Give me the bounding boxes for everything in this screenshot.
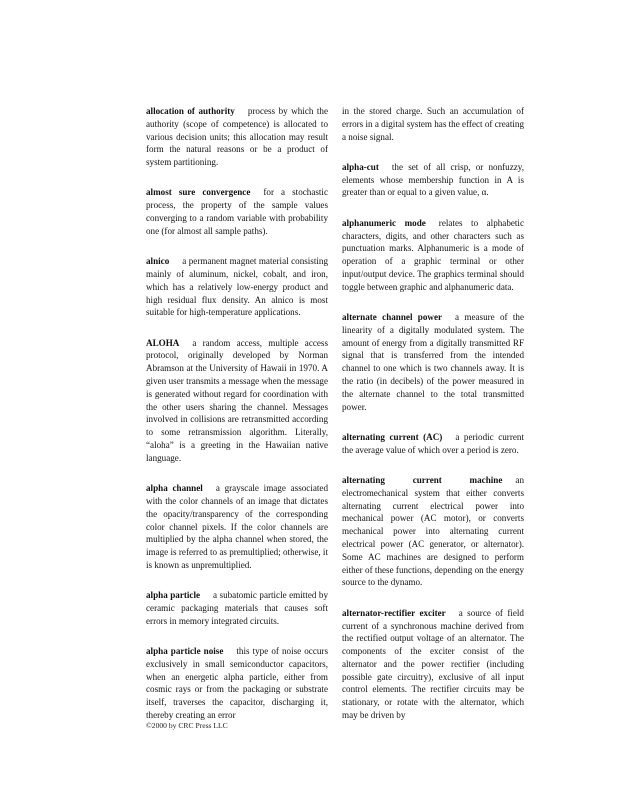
entry-definition: relates to alphabetic characters, digits, and other characters such as punctuation marks. Alphanumeric is a mode of operation of a graphic terminal or other input/output device. The graphics terminal should toggle between graphic and alphanumeric data.: [342, 217, 524, 292]
glossary-entry: [146, 337, 328, 465]
glossary-entry: [146, 255, 328, 319]
entry-definition: this type of noise occurs exclusively in small semiconductor capacitors, when an energetic alpha particle, either from cosmic rays or from the packaging or substrate itself, traverses the capacitor, discharging it, thereby creating an error: [146, 646, 328, 721]
entry-definition: a periodic current the average value of which over a period is zero.: [342, 431, 524, 455]
glossary-entry: [146, 645, 328, 722]
entry-term: alternating current machine: [342, 475, 503, 486]
entry-definition: a random access, multiple access protocol, originally developed by Norman Abramson at the University of Hawaii in 1970. A given user transmits a message when the message is generated without regard for coordination with the other users sharing the channel. Messages involved in collisions are retransmitted according to some retransmission algorithm. Literally, “aloha” is a greeting in the Hawaiian native language.: [146, 337, 328, 463]
glossary-entry-continued: [342, 105, 524, 143]
entry-definition: a permanent magnet material consisting mainly of aluminum, nickel, cobalt, and iron, which has a relatively low-energy product and high residual flux density. An alnico is most suitable for high-temperature applications.: [146, 256, 328, 318]
entry-definition: a subatomic particle emitted by ceramic packaging materials that causes soft errors in memory integrated circuits.: [146, 590, 328, 626]
entry-term: alternator-rectifier exciter: [342, 607, 446, 618]
entry-term: ALOHA: [146, 337, 180, 348]
copyright-footer: ©2000 by CRC Press LLC: [146, 721, 228, 730]
entry-term: alphanumeric mode: [342, 217, 426, 228]
glossary-entry: [146, 482, 328, 572]
glossary-entry: [342, 431, 524, 457]
entry-term: alpha channel: [146, 483, 203, 494]
entry-definition: the set of all crisp, or nonfuzzy, elements whose membership function in A is greater than or equal to a given value, α.: [342, 161, 524, 198]
glossary-entry: [342, 474, 524, 589]
glossary-entry: [342, 217, 524, 294]
entry-definition: an electromechanical system that either converts alternating current electrical power into mechanical power (AC motor), or converts mechanical power into alternating current electrical power (AC generator, or alternator). Some AC machines are designed to perform either of these functions, depending on the energy source to the dynamo.: [342, 475, 524, 588]
glossary-entry: [146, 105, 328, 169]
entry-definition: process by which the authority (scope of competence) is allocated to various decision units; this allocation may result form the natural reasons or be a product of system partitioning.: [146, 106, 328, 168]
entry-definition: a source of field current of a synchronous machine derived from the rectified output voltage of an alternator. The components of the exciter consist of the alternator and the power rectifier (including possible gate circuitry), exclusive of all input control elements. The rectifier circuits may be stationary, or rotate with the alternator, which may be driven by: [342, 607, 524, 721]
entry-term: alpha particle noise: [146, 646, 224, 657]
glossary-entry: [342, 607, 524, 722]
entry-term: alternating current (AC): [342, 431, 443, 442]
entry-term: almost sure convergence: [146, 187, 251, 198]
entry-term: alpha-cut: [342, 161, 379, 172]
glossary-entry: [146, 186, 328, 237]
glossary-entry: [342, 161, 524, 199]
entry-term: alpha particle: [146, 590, 201, 601]
entry-term: alternate channel power: [342, 312, 443, 323]
entry-definition: in the stored charge. Such an accumulation of errors in a digital system has the effect of creating a noise signal.: [342, 106, 524, 142]
entry-definition: a measure of the linearity of a digitally modulated system. The amount of energy from a digitally transmitted RF signal that is transferred from the intended channel to one which is two channels away. It is the ratio (in decibels) of the power measured in the alternate channel to the total transmitted power.: [342, 312, 525, 412]
entry-term: alnico: [146, 256, 170, 267]
entry-definition: for a stochastic process, the property of the sample values converging to a random variable with probability one (for almost all sample paths).: [146, 187, 328, 236]
entry-definition: a grayscale image associated with the color channels of an image that dictates the opacity/transparency of the corresponding color channel pixels. If the color channels are multiplied by the alpha channel when stored, the image is referred to as premultiplied; otherwise, it is known as unpremultiplied.: [146, 483, 329, 570]
glossary-entry: [342, 311, 524, 413]
left-column: [146, 105, 328, 739]
right-column: [342, 105, 524, 739]
entry-term: allocation of authority: [146, 106, 235, 116]
glossary-entry: [146, 589, 328, 627]
